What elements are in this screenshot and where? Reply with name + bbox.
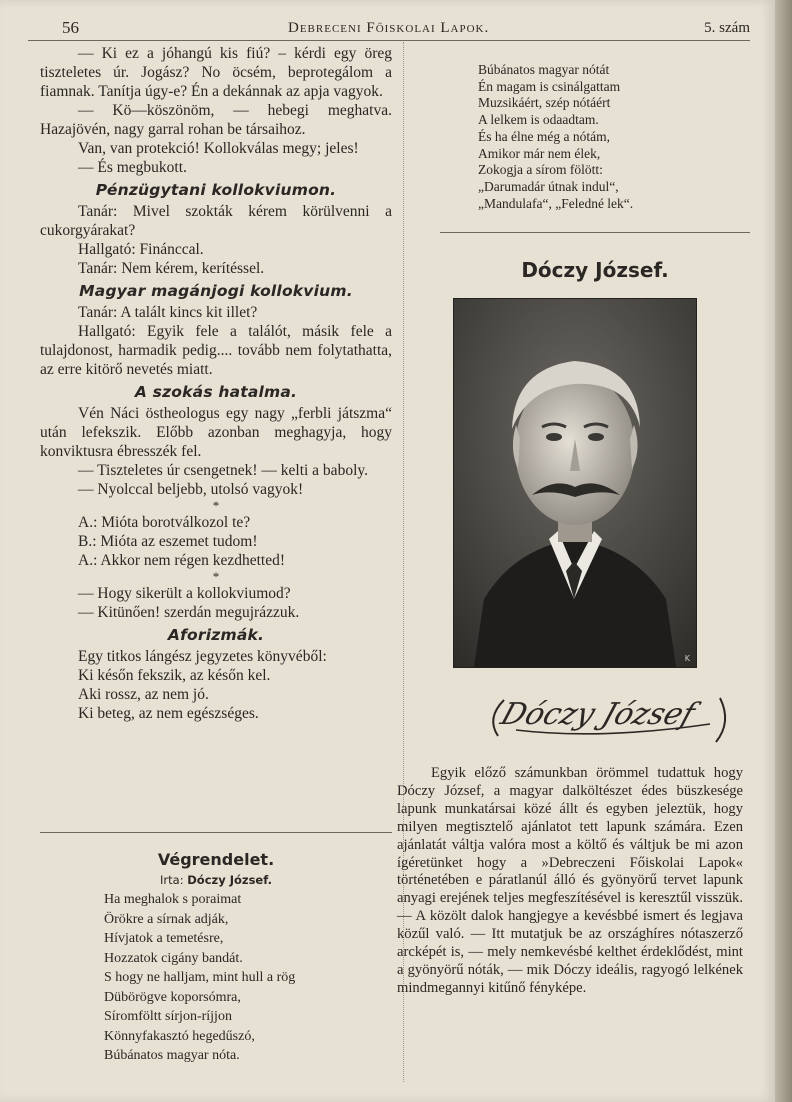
poem-line: Hozzatok cigány bandát. [104, 950, 243, 966]
intro-paragraph: — Kö—köszönöm, — hebegi meghatva. Hazajövén, nagy garral rohan be társaihoz. [40, 102, 392, 138]
poem-line: Ha meghalok s poraimat [104, 892, 242, 907]
section-heading: A szokás hatalma. [134, 383, 298, 401]
poem-line: Búbánatos magyar nótát [478, 62, 610, 77]
poem-line: Örökre a sírnak adják, [104, 911, 229, 927]
author-name: Dóczy József. [187, 873, 272, 887]
separator-star: * [212, 569, 220, 584]
aphorism-line: Egy titkos lángész jegyzetes könyvéből: [78, 648, 327, 665]
section-heading: Aforizmák. [167, 626, 265, 644]
divider-line [40, 832, 392, 833]
aphorism-line: Aki rossz, az nem jó. [78, 686, 209, 703]
anecdote-line: Hallgató: Egyik fele a találót, másik fele a tulajdonost, harmadik pedig.... tovább nem folytathatta, az erre kitörő nevetés miatt. [40, 323, 392, 378]
dialogue-line: — Kitünően! szerdán megujrázzuk. [78, 604, 300, 621]
poem-continuation [478, 62, 728, 212]
poem-line: Síromföltt sírjon-ríjjon [104, 1009, 232, 1024]
intro-paragraph: — Ki ez a jóhangú kis fiú? – kérdi egy öreg tiszteletes úr. Jogász? No öcsém, beprotegálom a fiamnak. Tanítja úgy-e? Én a dekánnak az apja vagyok. [40, 45, 392, 100]
signature-illustration [480, 678, 740, 750]
author-label: Irta: [160, 873, 184, 887]
poem-line: Én magam is csinálgattam [478, 78, 621, 94]
dialogue-line: A.: Akkor nem régen kezdhetted! [78, 552, 286, 569]
anecdote-line: Vén Náci östheologus egy nagy „ferbli játszma“ után lefekszik. Előbb azonban meghagyja, hogy konviktusra ébresszék fel. [40, 405, 392, 460]
signature-text: Dóczy József [496, 696, 700, 732]
anecdote-line: Tanár: Mivel szokták kérem körülvenni a cukorgyárakat? [40, 203, 392, 239]
anecdote-line: — Nyolccal beljebb, utolsó vagyok! [78, 481, 304, 498]
portrait-photo [453, 298, 697, 668]
photo-mark: K [684, 654, 690, 663]
poem-line: Hívjatok a temetésre, [104, 931, 224, 946]
dialogue-line: — Hogy sikerült a kollokviumod? [78, 585, 291, 602]
article-column [397, 765, 743, 998]
dialogue-line: B.: Mióta az eszemet tudom! [78, 533, 258, 550]
divider-line [440, 232, 750, 233]
poem-line: Amikor már nem élek, [478, 145, 601, 161]
page-edge [775, 0, 792, 1102]
left-column [40, 44, 392, 723]
poem-line: Zokogja a sírom fölött: [478, 162, 603, 178]
issue-number: 5. szám [704, 20, 750, 36]
anecdote-line: Tanár: A talált kincs kit illet? [78, 304, 258, 321]
section-heading: Magyar magánjogi kollokvium. [79, 282, 353, 300]
journal-title: Debreceni Főiskolai Lapok. [288, 20, 490, 36]
poem-line: Dübörögve koporsómra, [104, 989, 241, 1005]
page-number: 56 [62, 18, 79, 37]
separator-star: * [212, 498, 220, 513]
anecdote-line: — Tiszteletes úr csengetnek! — kelti a baboly. [78, 462, 368, 479]
portrait-illustration [454, 299, 696, 667]
anecdote-line: Tanár: Nem kérem, kerítéssel. [78, 260, 265, 277]
poem-line: És ha élne még a nótám, [478, 128, 610, 144]
portrait-title: Dóczy József. [521, 258, 669, 282]
intro-paragraph: Van, van protekció! Kollokválas megy; jeles! [78, 140, 359, 157]
poem-line: „Mandulafa“, „Feledné lek“. [478, 195, 634, 211]
article-paragraph: Egyik előző számunkban örömmel tudattuk hogy Dóczy József, a magyar dalköltészet édes büszkesége lapunk munkatársai közé állt és egyben jeleztük, hogy milyen megtisztelő ajánlatot tett lapunk számára. Ezen ajánlatát váltja valóra most a költő és váltjuk be mi azon ígéretünket hogy a »Debreczeni Főiskolai Lapok« történetében e páratlanúl álló és gyönyörű tervet lapunk anyagi erejének teljes megfeszítésével is keresztűl visszük. — A közölt dalok hangjegye a kevésbbé ismert és legjava közűl való. — Itt mutatjuk be az országhíres nótaszerző arcképét is, — mely nemkevésbé kelthet érdeklődést, mint a gyönyörű nóták, — mik Dóczy ideális, ragyogó lelkének mindmegannyi kitűnő fényképe. [397, 765, 743, 996]
intro-paragraph: — És megbukott. [78, 159, 187, 176]
aphorism-line: Ki beteg, az nem egészséges. [78, 705, 259, 722]
anecdote-line: Hallgató: Fináncсal. [78, 241, 204, 258]
poem-line: Búbánatos magyar nóta. [104, 1048, 240, 1063]
will-poem [40, 850, 392, 1066]
section-heading: Pénzügytani kollokviumon. [95, 181, 337, 199]
poem-author [40, 873, 392, 887]
poem-line: S hogy ne halljam, mint hull a rög [104, 970, 296, 985]
page-header [28, 18, 750, 41]
poem-line: Könnyfakasztó hegedűszó, [104, 1028, 255, 1044]
poem-line: Muzsikáért, szép nótáért [478, 95, 611, 111]
dialogue-line: A.: Mióta borotválkozol te? [78, 514, 251, 531]
poem-line: A lelkem is odaadtam. [478, 112, 599, 128]
aphorism-line: Ki későn fekszik, az későn kel. [78, 667, 271, 684]
poem-line: „Darumadár útnak indul“, [478, 178, 619, 194]
poem-title: Végrendelet. [157, 850, 275, 869]
author-signature [480, 678, 740, 750]
